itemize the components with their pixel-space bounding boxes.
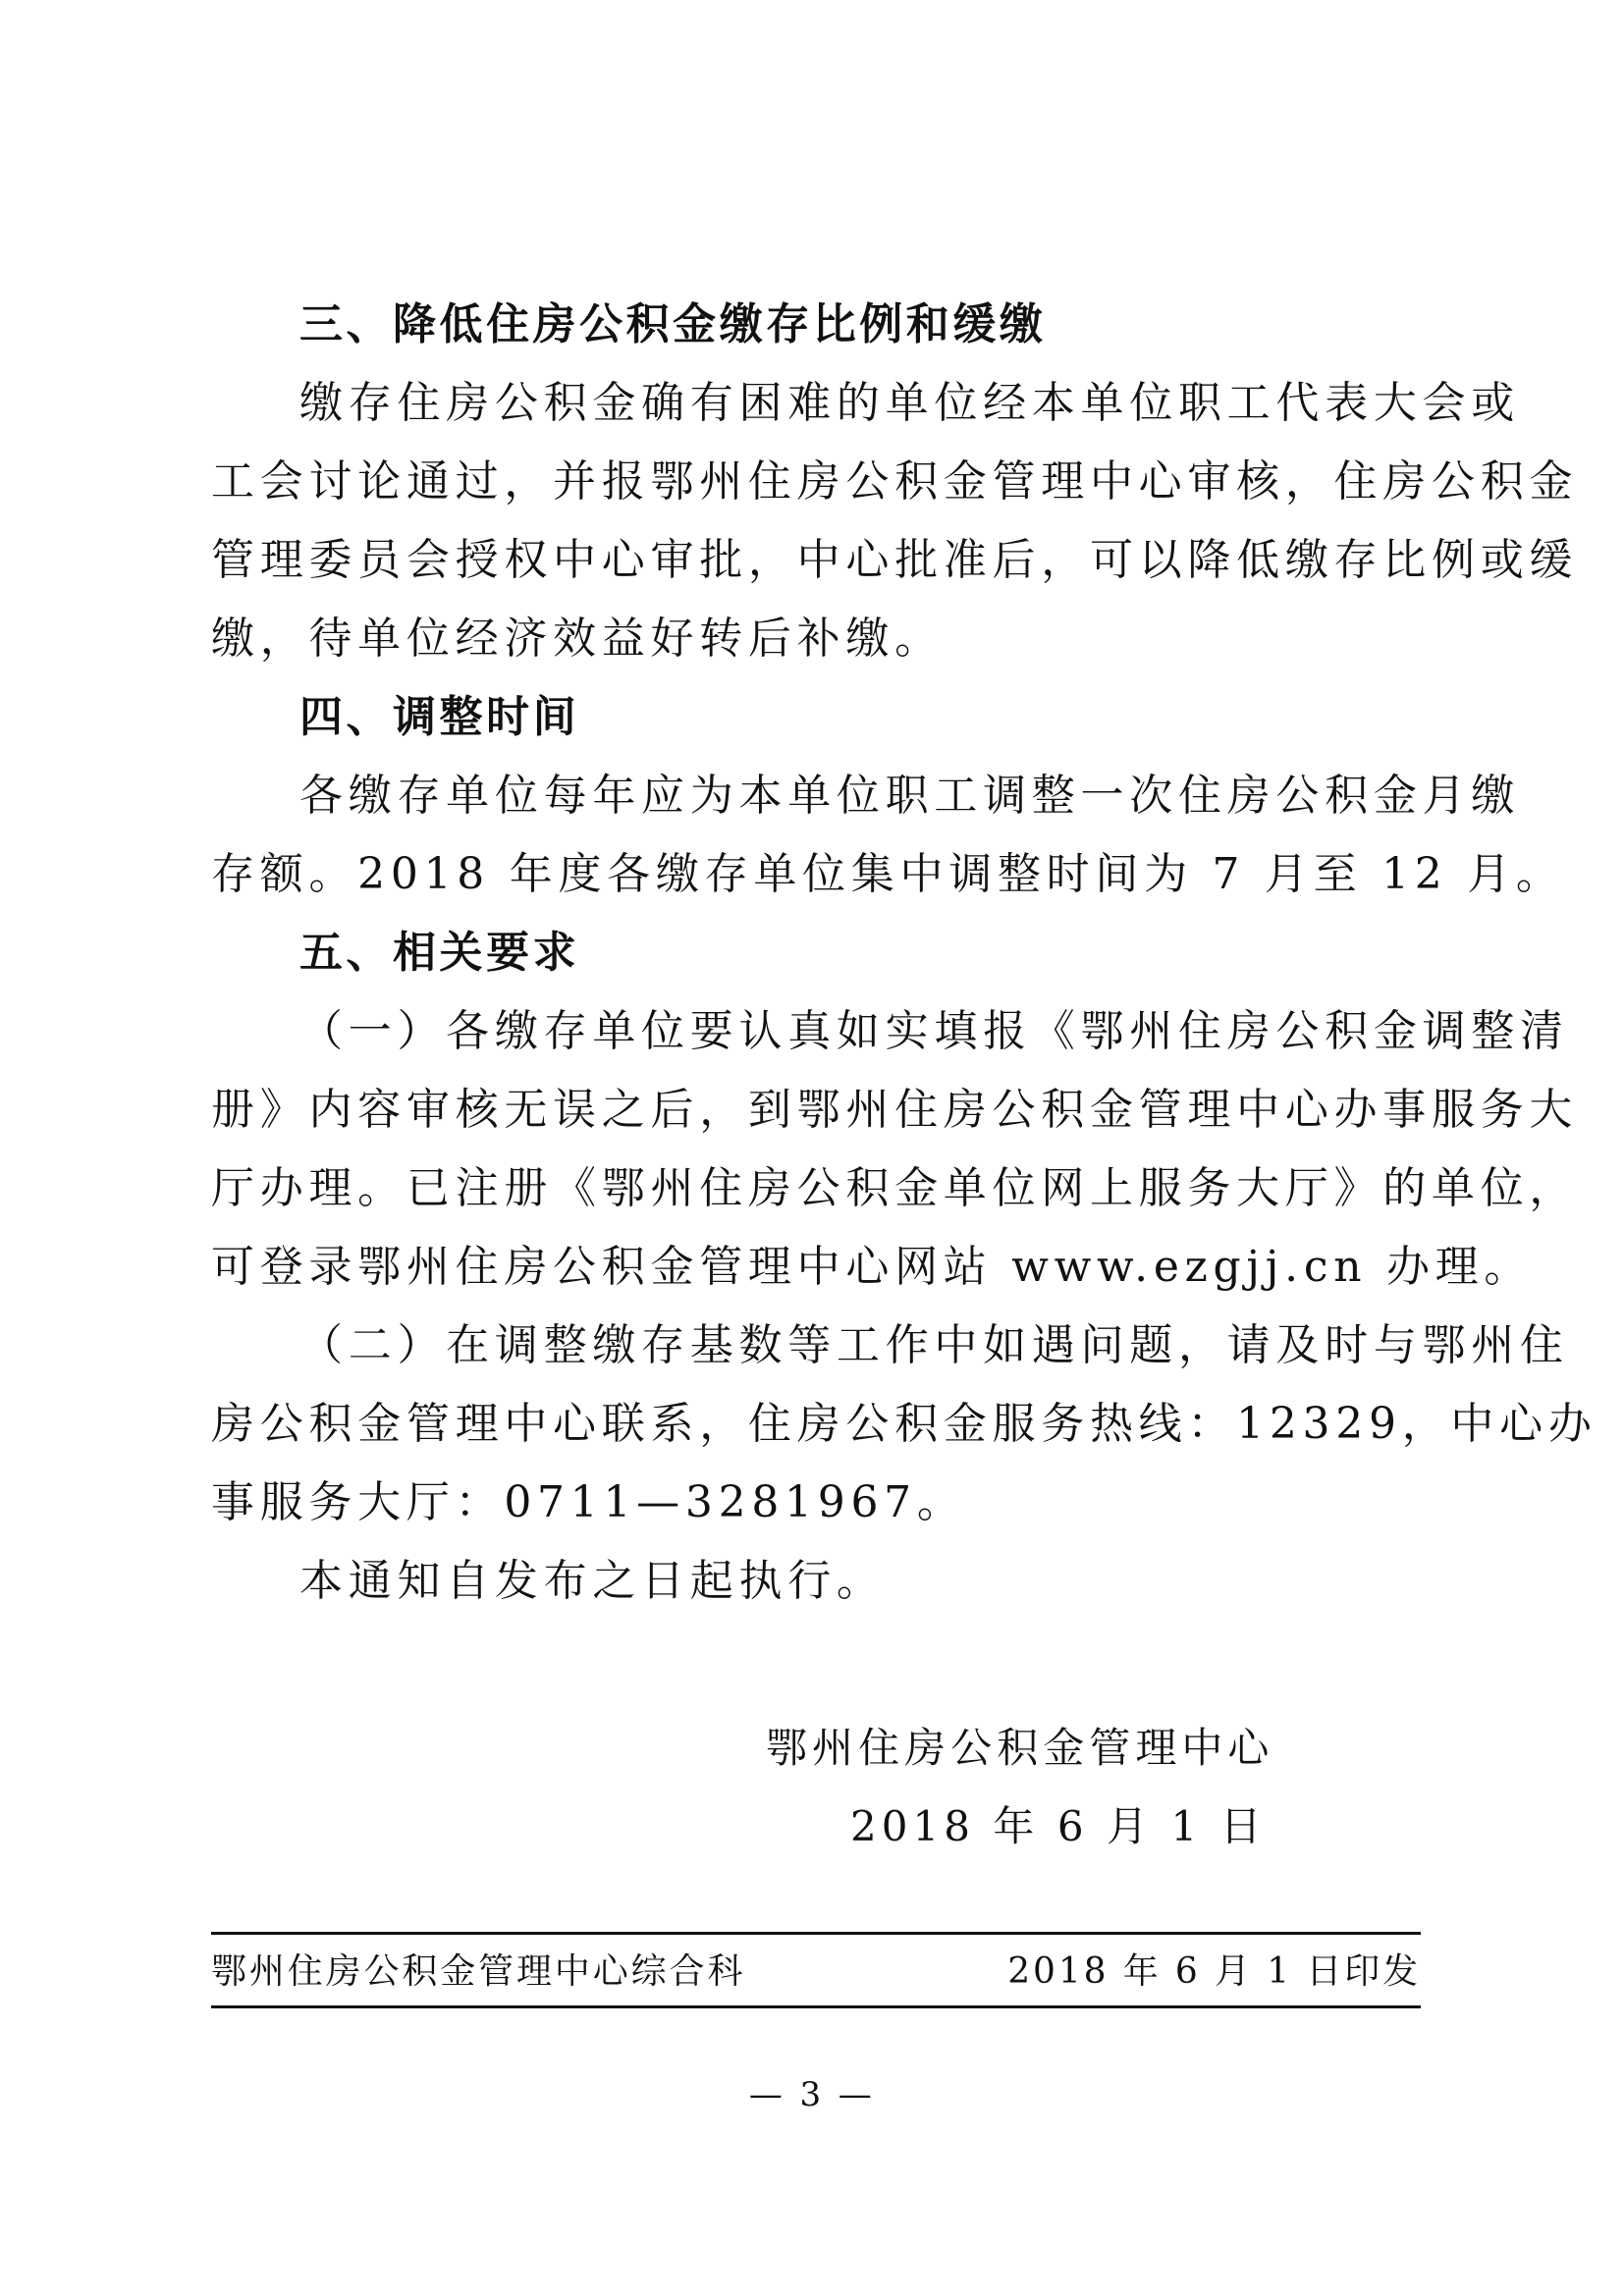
footer-issuer: 鄂州住房公积金管理中心综合科 <box>211 1951 746 1992</box>
paragraph-line: 各缴存单位每年应为本单位职工调整一次住房公积金月缴 <box>299 771 1520 821</box>
paragraph-line: 缴存住房公积金确有困难的单位经本单位职工代表大会或 <box>299 378 1520 428</box>
paragraph-line: （二）在调整缴存基数等工作中如遇问题，请及时与鄂州住 <box>299 1320 1569 1370</box>
footer-bottom-rule <box>211 2005 1421 2008</box>
signature-organization: 鄂州住房公积金管理中心 <box>766 1724 1274 1772</box>
signature-date: 2018 年 6 月 1 日 <box>850 1802 1267 1850</box>
section-heading: 五、相关要求 <box>299 928 580 978</box>
paragraph-line: 管理委员会授权中心审批，中心批准后，可以降低缴存比例或缓 <box>211 535 1579 585</box>
footer-top-rule <box>211 1932 1421 1935</box>
page-number: — 3 — <box>748 2075 876 2114</box>
paragraph-line: （一）各缴存单位要认真如实填报《鄂州住房公积金调整清 <box>299 1006 1569 1056</box>
paragraph-line: 房公积金管理中心联系，住房公积金服务热线：12329，中心办 <box>211 1399 1597 1449</box>
section-heading: 四、调整时间 <box>299 692 580 742</box>
paragraph-line: 工会讨论通过，并报鄂州住房公积金管理中心审核，住房公积金 <box>211 456 1579 507</box>
paragraph-line: 缴，待单位经济效益好转后补缴。 <box>211 614 944 664</box>
paragraph-line: 可登录鄂州住房公积金管理中心网站 www.ezgjj.cn 办理。 <box>211 1242 1534 1292</box>
paragraph-line: 册》内容审核无误之后，到鄂州住房公积金管理中心办事服务大 <box>211 1085 1579 1135</box>
paragraph-line: 事服务大厅：0711—3281967。 <box>211 1477 966 1527</box>
paragraph-line: 存额。2018 年度各缴存单位集中调整时间为 7 月至 12 月。 <box>211 849 1565 899</box>
section-heading: 三、降低住房公积金缴存比例和缓缴 <box>299 299 1047 349</box>
footer-issue-date: 2018 年 6 月 1 日印发 <box>1007 1951 1421 1992</box>
closing-statement: 本通知自发布之日起执行。 <box>299 1556 886 1606</box>
paragraph-line: 厅办理。已注册《鄂州住房公积金单位网上服务大厅》的单位， <box>211 1163 1579 1213</box>
